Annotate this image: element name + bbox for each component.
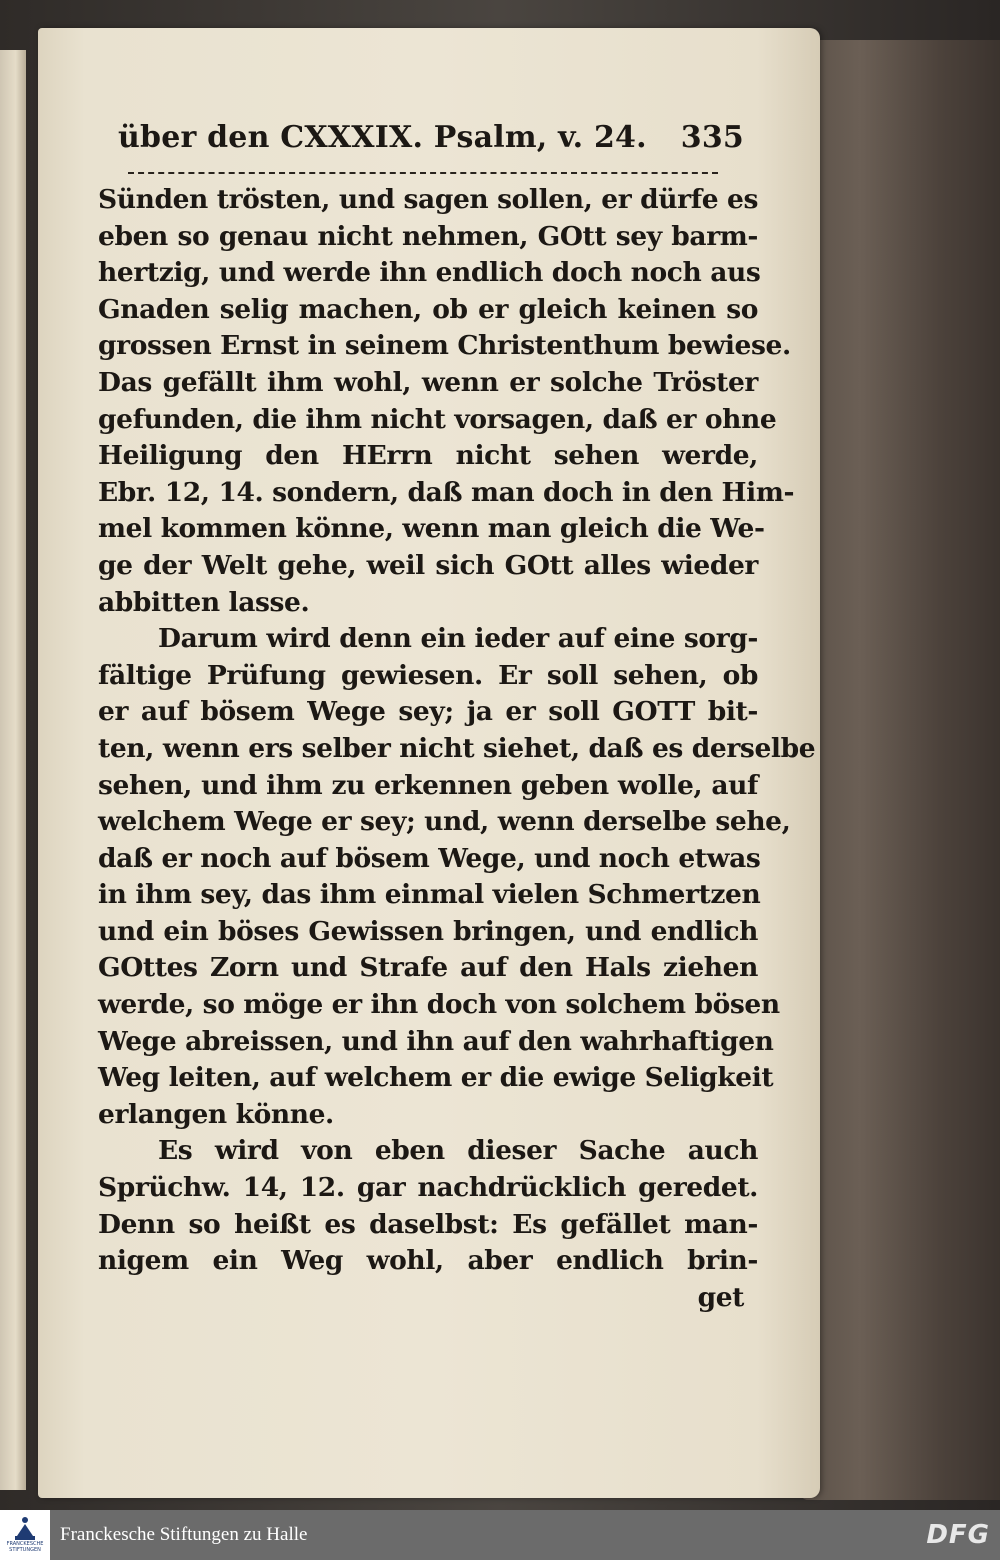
text-line: Das gefällt ihm wohl, wenn er solche Tröster [98, 366, 758, 398]
text-line: mel kommen könne, wenn man gleich die We- [98, 513, 765, 545]
text-line: Sprüchw. 14, 12. gar nachdrücklich geredet. [98, 1172, 758, 1204]
book-cover-edge [800, 40, 1000, 1500]
text-line: ten, wenn ers selber nicht siehet, daß es derselbe [98, 732, 816, 764]
dfg-logo[interactable]: DFG [926, 1520, 990, 1550]
text-line: eben so genau nicht nehmen, GOtt sey barm- [98, 220, 758, 252]
text-line: Denn so heißt es daselbst: Es gefället man- [98, 1208, 758, 1240]
text-line: Ebr. 12, 14. sondern, daß man doch in den Him- [98, 476, 795, 508]
text-line: welchem Wege er sey; und, wenn derselbe sehe, [98, 806, 791, 838]
text-line: Darum wird denn ein ieder auf eine sorg- [158, 623, 758, 655]
text-line: Heiligung den HErrn nicht sehen werde, [98, 440, 758, 472]
text-line: werde, so möge er ihn doch von solchem bösen [98, 989, 780, 1021]
text-line: gefunden, die ihm nicht vorsagen, daß er ohne [98, 403, 777, 435]
institution-name[interactable]: Franckesche Stiftungen zu Halle [60, 1524, 308, 1545]
text-line: fältige Prüfung gewiesen. Er soll sehen, ob [98, 659, 758, 691]
footer-bar [0, 1510, 1000, 1560]
text-line: GOttes Zorn und Strafe auf den Hals ziehen [98, 952, 758, 984]
text-line: nigem ein Weg wohl, aber endlich brin- [98, 1245, 758, 1277]
text-line: hertzig, und werde ihn endlich doch noch aus [98, 257, 761, 289]
text-line: Es wird von eben dieser Sache auch [158, 1135, 758, 1167]
running-head-title: über den CXXXIX. Psalm, v. 24. [118, 120, 647, 155]
orphanage-icon [14, 1517, 36, 1541]
institution-logo[interactable] [0, 1510, 50, 1560]
facing-page-edge [0, 50, 26, 1490]
book-page [38, 28, 820, 1498]
head-rule [128, 172, 718, 174]
running-head [98, 120, 758, 170]
text-line: Weg leiten, auf welchem er die ewige Seligkeit [98, 1062, 774, 1094]
text-line: und ein böses Gewissen bringen, und endlich [98, 915, 758, 947]
text-line: sehen, und ihm zu erkennen geben wolle, auf [98, 769, 758, 801]
logo-text: FRANCKESCHE STIFTUNGEN [6, 1541, 44, 1553]
text-line: erlangen könne. [98, 1098, 334, 1130]
text-line: in ihm sey, das ihm einmal vielen Schmertzen [98, 879, 761, 911]
text-line: er auf bösem Wege sey; ja er soll GOTT bit- [98, 696, 758, 728]
body-text [98, 182, 816, 1316]
catchword: get [697, 1281, 744, 1313]
text-line: abbitten lasse. [98, 586, 310, 618]
page-content [98, 120, 816, 1316]
text-line: daß er noch auf bösem Wege, und noch etwas [98, 842, 761, 874]
text-line: Wege abreissen, und ihn auf den wahrhaftigen [98, 1025, 774, 1057]
text-line: Gnaden selig machen, ob er gleich keinen so [98, 293, 758, 325]
text-line: grossen Ernst in seinem Christenthum bewiese. [98, 330, 791, 362]
page-number: 335 [680, 120, 744, 155]
text-line: Sünden trösten, und sagen sollen, er dürfe es [98, 184, 758, 215]
text-line: ge der Welt gehe, weil sich GOtt alles wieder [98, 549, 758, 581]
